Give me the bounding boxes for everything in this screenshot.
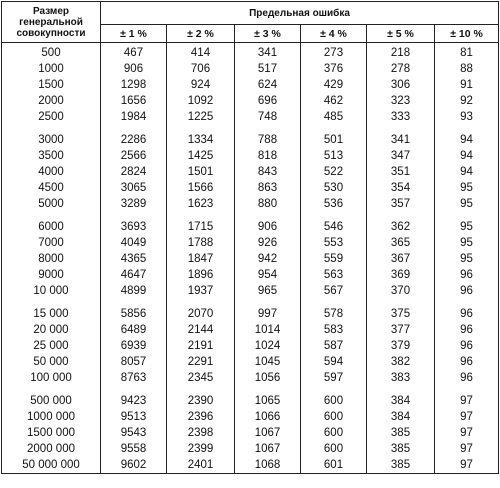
population-size-cell: 2000 000: [2, 441, 101, 457]
error-4-header: ± 4 %: [301, 25, 367, 43]
table-row: [2, 283, 499, 299]
table-row: [2, 409, 499, 425]
table-row: [2, 148, 499, 164]
sample-size-cell: 597: [301, 370, 367, 386]
sample-size-cell: 517: [235, 61, 301, 77]
population-size-cell: 10 000: [2, 283, 101, 299]
sample-size-cell: 706: [167, 61, 235, 77]
sample-size-table: [1, 1, 499, 474]
population-size-cell: 100 000: [2, 370, 101, 386]
table-row: [2, 212, 499, 235]
sample-size-cell: 8763: [101, 370, 167, 386]
sample-size-cell: 2390: [167, 386, 235, 409]
sample-size-cell: 1501: [167, 164, 235, 180]
sample-size-cell: 91: [435, 77, 499, 93]
error-10-header: ± 10 %: [435, 25, 499, 43]
sample-size-cell: 347: [367, 148, 435, 164]
table-row: [2, 43, 499, 62]
sample-size-cell: 3693: [101, 212, 167, 235]
sample-size-cell: 1715: [167, 212, 235, 235]
sample-size-cell: 1092: [167, 93, 235, 109]
sample-size-cell: 600: [301, 386, 367, 409]
sample-size-cell: 94: [435, 125, 499, 148]
sample-size-cell: 9558: [101, 441, 167, 457]
population-size-cell: 25 000: [2, 338, 101, 354]
table-row: [2, 125, 499, 148]
sample-size-cell: 530: [301, 180, 367, 196]
sample-size-cell: 501: [301, 125, 367, 148]
sample-size-cell: 351: [367, 164, 435, 180]
sample-size-cell: 384: [367, 386, 435, 409]
population-size-cell: 1000: [2, 61, 101, 77]
population-size-cell: 50 000: [2, 354, 101, 370]
sample-size-cell: 462: [301, 93, 367, 109]
sample-size-cell: 536: [301, 196, 367, 212]
sample-size-cell: 97: [435, 457, 499, 474]
sample-size-cell: 375: [367, 299, 435, 322]
sample-size-cell: 367: [367, 251, 435, 267]
sample-size-cell: 1065: [235, 386, 301, 409]
sample-size-cell: 1298: [101, 77, 167, 93]
table-row: [2, 370, 499, 386]
table-row: [2, 180, 499, 196]
sample-size-cell: 926: [235, 235, 301, 251]
table-row: [2, 196, 499, 212]
sample-size-cell: 385: [367, 441, 435, 457]
sample-size-cell: 1847: [167, 251, 235, 267]
table-row: [2, 109, 499, 125]
population-size-cell: 2000: [2, 93, 101, 109]
sample-size-cell: 97: [435, 441, 499, 457]
sample-size-cell: 788: [235, 125, 301, 148]
sample-size-cell: 377: [367, 322, 435, 338]
table-row: [2, 386, 499, 409]
sample-size-cell: 818: [235, 148, 301, 164]
sample-size-cell: 357: [367, 196, 435, 212]
table-row: [2, 251, 499, 267]
sample-size-cell: 965: [235, 283, 301, 299]
table-row: [2, 425, 499, 441]
sample-size-cell: 748: [235, 109, 301, 125]
table-row: [2, 267, 499, 283]
table-row: [2, 354, 499, 370]
sample-size-cell: 863: [235, 180, 301, 196]
sample-size-cell: 906: [235, 212, 301, 235]
sample-size-cell: 97: [435, 409, 499, 425]
sample-size-cell: 306: [367, 77, 435, 93]
sample-size-cell: 1066: [235, 409, 301, 425]
sample-size-cell: 362: [367, 212, 435, 235]
sample-size-cell: 567: [301, 283, 367, 299]
population-size-cell: 3500: [2, 148, 101, 164]
population-size-cell: 9000: [2, 267, 101, 283]
sample-size-cell: 578: [301, 299, 367, 322]
sample-size-cell: 2401: [167, 457, 235, 474]
sample-size-cell: 354: [367, 180, 435, 196]
population-size-cell: 5000: [2, 196, 101, 212]
sample-size-cell: 94: [435, 148, 499, 164]
sample-size-cell: 1067: [235, 441, 301, 457]
sample-size-cell: 94: [435, 164, 499, 180]
table-row: [2, 299, 499, 322]
sample-size-cell: 2345: [167, 370, 235, 386]
sample-size-cell: 1067: [235, 425, 301, 441]
sample-size-cell: 93: [435, 109, 499, 125]
sample-size-cell: 942: [235, 251, 301, 267]
sample-size-cell: 218: [367, 43, 435, 62]
population-size-cell: 1500: [2, 77, 101, 93]
sample-size-cell: 414: [167, 43, 235, 62]
sample-size-cell: 1788: [167, 235, 235, 251]
sample-size-cell: 6939: [101, 338, 167, 354]
sample-size-cell: 95: [435, 235, 499, 251]
sample-size-cell: 880: [235, 196, 301, 212]
sample-size-cell: 95: [435, 251, 499, 267]
sample-size-cell: 3289: [101, 196, 167, 212]
sample-size-cell: 96: [435, 299, 499, 322]
sample-size-cell: 1014: [235, 322, 301, 338]
sample-size-cell: 522: [301, 164, 367, 180]
sample-size-cell: 96: [435, 267, 499, 283]
error-2-header: ± 2 %: [167, 25, 235, 43]
sample-size-cell: 4647: [101, 267, 167, 283]
sample-size-cell: 365: [367, 235, 435, 251]
population-size-cell: 7000: [2, 235, 101, 251]
sample-size-cell: 924: [167, 77, 235, 93]
margin-of-error-header: Предельная ошибка: [101, 2, 499, 25]
population-size-cell: 1000 000: [2, 409, 101, 425]
sample-size-cell: 2191: [167, 338, 235, 354]
error-1-header: ± 1 %: [101, 25, 167, 43]
sample-size-cell: 2396: [167, 409, 235, 425]
population-size-header: Размер генеральной совокупности: [2, 2, 101, 43]
sample-size-cell: 1937: [167, 283, 235, 299]
sample-size-cell: 9423: [101, 386, 167, 409]
sample-size-cell: 2398: [167, 425, 235, 441]
sample-size-cell: 1656: [101, 93, 167, 109]
sample-size-cell: 906: [101, 61, 167, 77]
sample-size-cell: 9543: [101, 425, 167, 441]
sample-size-cell: 5856: [101, 299, 167, 322]
table-row: [2, 338, 499, 354]
sample-size-cell: 600: [301, 441, 367, 457]
sample-size-cell: 601: [301, 457, 367, 474]
sample-size-cell: 369: [367, 267, 435, 283]
sample-size-cell: 383: [367, 370, 435, 386]
table-row: [2, 93, 499, 109]
sample-size-cell: 333: [367, 109, 435, 125]
sample-size-cell: 96: [435, 354, 499, 370]
sample-size-cell: 2291: [167, 354, 235, 370]
sample-size-cell: 553: [301, 235, 367, 251]
sample-size-cell: 4365: [101, 251, 167, 267]
sample-size-cell: 384: [367, 409, 435, 425]
population-size-cell: 4000: [2, 164, 101, 180]
sample-size-cell: 95: [435, 212, 499, 235]
sample-size-cell: 513: [301, 148, 367, 164]
sample-size-cell: 96: [435, 338, 499, 354]
sample-size-cell: 81: [435, 43, 499, 62]
sample-size-cell: 600: [301, 409, 367, 425]
population-size-cell: 6000: [2, 212, 101, 235]
sample-size-cell: 2399: [167, 441, 235, 457]
sample-size-cell: 95: [435, 196, 499, 212]
sample-size-cell: 96: [435, 370, 499, 386]
sample-size-cell: 600: [301, 425, 367, 441]
population-size-cell: 20 000: [2, 322, 101, 338]
sample-size-cell: 9602: [101, 457, 167, 474]
sample-size-cell: 4049: [101, 235, 167, 251]
population-size-cell: 2500: [2, 109, 101, 125]
sample-size-cell: 1225: [167, 109, 235, 125]
sample-size-cell: 6489: [101, 322, 167, 338]
sample-size-cell: 843: [235, 164, 301, 180]
table-row: [2, 61, 499, 77]
sample-size-cell: 1068: [235, 457, 301, 474]
sample-size-cell: 2144: [167, 322, 235, 338]
sample-size-cell: 485: [301, 109, 367, 125]
sample-size-cell: 4899: [101, 283, 167, 299]
population-size-cell: 8000: [2, 251, 101, 267]
error-3-header: ± 3 %: [235, 25, 301, 43]
sample-size-cell: 370: [367, 283, 435, 299]
sample-size-cell: 1425: [167, 148, 235, 164]
table-row: [2, 77, 499, 93]
sample-size-cell: 1984: [101, 109, 167, 125]
sample-size-cell: 376: [301, 61, 367, 77]
sample-size-cell: 97: [435, 386, 499, 409]
population-size-cell: 50 000 000: [2, 457, 101, 474]
sample-size-cell: 382: [367, 354, 435, 370]
sample-size-cell: 997: [235, 299, 301, 322]
sample-size-cell: 696: [235, 93, 301, 109]
sample-size-cell: 1045: [235, 354, 301, 370]
table-row: [2, 164, 499, 180]
sample-size-cell: 587: [301, 338, 367, 354]
sample-size-cell: 9513: [101, 409, 167, 425]
error-5-header: ± 5 %: [367, 25, 435, 43]
population-size-cell: 500: [2, 43, 101, 62]
sample-size-cell: 1056: [235, 370, 301, 386]
sample-size-cell: 1623: [167, 196, 235, 212]
sample-size-cell: 92: [435, 93, 499, 109]
population-size-cell: 4500: [2, 180, 101, 196]
sample-size-cell: 1024: [235, 338, 301, 354]
population-size-cell: 15 000: [2, 299, 101, 322]
table-body: [2, 43, 499, 474]
sample-size-cell: 2070: [167, 299, 235, 322]
sample-size-cell: 97: [435, 425, 499, 441]
table-row: [2, 235, 499, 251]
sample-size-cell: 385: [367, 425, 435, 441]
sample-size-cell: 563: [301, 267, 367, 283]
sample-size-cell: 559: [301, 251, 367, 267]
sample-size-cell: 1334: [167, 125, 235, 148]
sample-size-cell: 278: [367, 61, 435, 77]
population-size-cell: 500 000: [2, 386, 101, 409]
sample-size-cell: 1566: [167, 180, 235, 196]
table-row: [2, 457, 499, 474]
sample-size-cell: 2824: [101, 164, 167, 180]
sample-size-cell: 385: [367, 457, 435, 474]
sample-size-cell: 96: [435, 283, 499, 299]
sample-size-cell: 1896: [167, 267, 235, 283]
sample-size-cell: 273: [301, 43, 367, 62]
sample-size-cell: 323: [367, 93, 435, 109]
sample-size-cell: 467: [101, 43, 167, 62]
sample-size-cell: 379: [367, 338, 435, 354]
sample-size-cell: 341: [367, 125, 435, 148]
table-row: [2, 322, 499, 338]
population-size-cell: 1500 000: [2, 425, 101, 441]
table-row: [2, 441, 499, 457]
sample-size-cell: 96: [435, 322, 499, 338]
sample-size-cell: 624: [235, 77, 301, 93]
sample-size-cell: 2566: [101, 148, 167, 164]
sample-size-cell: 546: [301, 212, 367, 235]
sample-size-cell: 88: [435, 61, 499, 77]
sample-size-cell: 341: [235, 43, 301, 62]
population-size-cell: 3000: [2, 125, 101, 148]
sample-size-cell: 429: [301, 77, 367, 93]
sample-size-cell: 2286: [101, 125, 167, 148]
sample-size-cell: 95: [435, 180, 499, 196]
sample-size-cell: 594: [301, 354, 367, 370]
sample-size-cell: 3065: [101, 180, 167, 196]
sample-size-cell: 954: [235, 267, 301, 283]
sample-size-cell: 583: [301, 322, 367, 338]
sample-size-cell: 8057: [101, 354, 167, 370]
